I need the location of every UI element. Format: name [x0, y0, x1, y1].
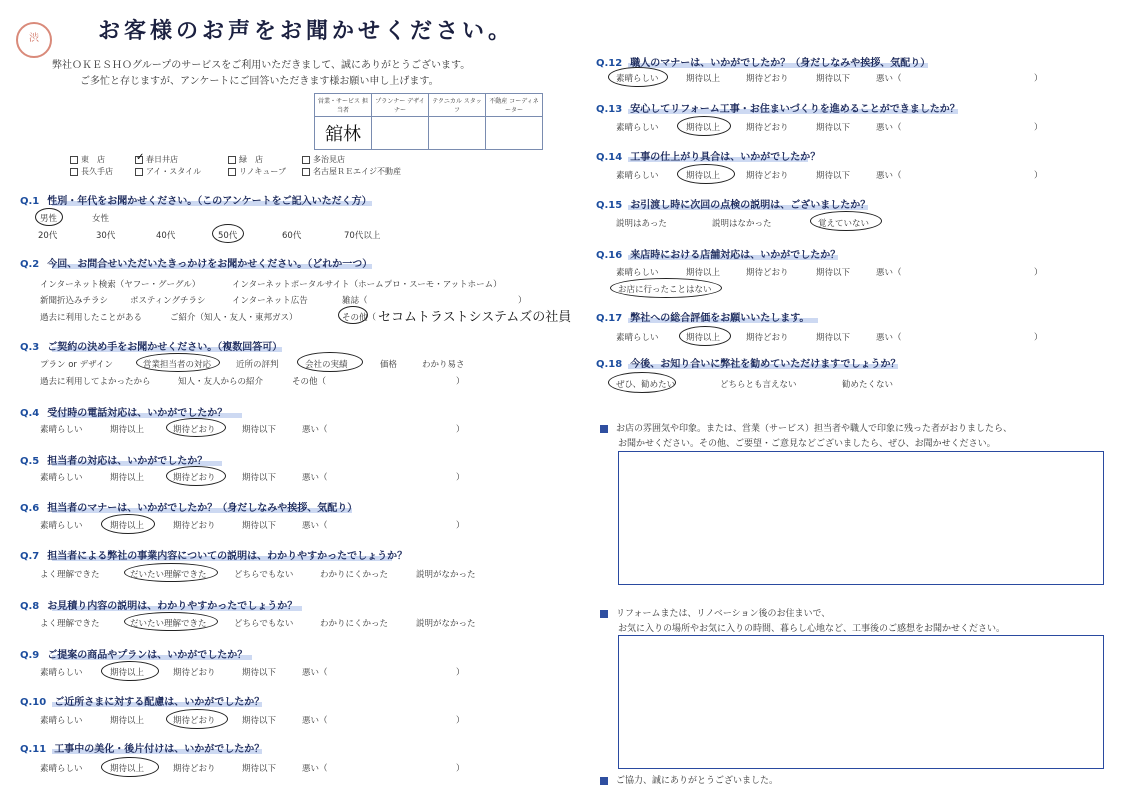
question-q9: Q.9 ご提案の商品やプランは、いかがでしたか？ — [20, 650, 248, 661]
paren-close: ） — [1034, 268, 1043, 278]
option-age[interactable]: 30代 — [96, 231, 116, 241]
rating-option[interactable]: 期待以上 — [686, 123, 721, 133]
question-q12: Q.12 職人のマナーは、いかがでしたか？（身だしなみや挨拶、気配り） — [596, 58, 931, 69]
rating-option[interactable]: 期待以下 — [242, 764, 277, 774]
answer-circle — [101, 661, 159, 681]
answer-circle — [297, 352, 363, 372]
rating-option[interactable]: 期待以下 — [242, 668, 277, 678]
rating-option[interactable]: 悪い（ — [302, 668, 328, 678]
option[interactable]: 新聞折込みチラシ — [40, 296, 109, 306]
comment-2-prompt-line-2: お気に入りの場所やお気に入りの時間、暮らし心地など、工事後のご感想をお聞かせください。 — [618, 624, 1006, 634]
option[interactable]: 説明はなかった — [712, 219, 772, 229]
checkbox-icon — [302, 168, 310, 176]
explain-option[interactable]: だいたい理解できた — [130, 619, 207, 629]
rating-option[interactable]: 素晴らしい — [40, 716, 83, 726]
rating-option[interactable]: 期待以上 — [110, 716, 145, 726]
rating-option[interactable]: 期待以下 — [242, 473, 277, 483]
checkbox-icon — [70, 168, 78, 176]
staff-technical-cell[interactable] — [429, 117, 486, 150]
option[interactable]: インターネットポータルサイト（ホームプロ・スーモ・アットホーム） — [232, 280, 502, 290]
rating-option[interactable]: 素晴らしい — [616, 171, 659, 181]
rating-option[interactable]: 期待以上 — [110, 521, 145, 531]
store-option[interactable]: 長久手店 — [70, 166, 113, 177]
answer-circle — [136, 353, 220, 372]
comment-2-textarea[interactable] — [618, 635, 1104, 769]
option[interactable]: 過去に利用してよかったから — [40, 377, 151, 387]
rating-option[interactable]: 素晴らしい — [40, 521, 83, 531]
option[interactable]: その他（ — [292, 377, 327, 387]
option-female[interactable]: 女性 — [92, 214, 110, 224]
option[interactable]: インターネット広告 — [232, 296, 308, 306]
option[interactable]: 説明はあった — [616, 219, 667, 229]
option[interactable]: 勧めたくない — [842, 380, 894, 390]
paren-close: ） — [456, 425, 465, 435]
rating-option[interactable]: 期待以下 — [242, 521, 277, 531]
option[interactable]: 知人・友人からの紹介 — [178, 377, 264, 387]
answer-circle — [677, 116, 731, 136]
store-option[interactable]: 多治見店 — [302, 154, 345, 165]
rating-option[interactable]: 素晴らしい — [616, 123, 659, 133]
staff-header-realestate: 不動産 コーディネーター — [486, 94, 543, 117]
rating-option[interactable]: 期待どおり — [173, 425, 216, 435]
question-q15: Q.15 お引渡し時に次回の点検の説明は、ございましたか？ — [596, 200, 871, 211]
paren-close: ） — [456, 668, 465, 678]
option[interactable]: 過去に利用したことがある — [40, 313, 143, 323]
option[interactable]: 営業担当者の対応 — [143, 360, 212, 370]
staff-table — [314, 93, 543, 150]
comment-2-prompt: リフォームまたは、リノベーション後のお住まいで、 — [600, 606, 830, 619]
option[interactable]: 覚えていない — [818, 219, 870, 229]
question-q8: Q.8 お見積り内容の説明は、わかりやすかったでしょうか？ — [20, 601, 298, 612]
paren-close: ） — [518, 296, 527, 306]
explain-option[interactable]: 説明がなかった — [416, 619, 476, 629]
explain-option[interactable]: よく理解できた — [40, 570, 100, 580]
explain-option[interactable]: 説明がなかった — [416, 570, 476, 580]
answer-circle — [677, 164, 735, 184]
store-option[interactable]: リノキューブ — [228, 166, 286, 177]
rating-option[interactable]: 悪い（ — [876, 333, 902, 343]
option[interactable]: 近所の評判 — [236, 360, 279, 370]
store-option[interactable]: 名古屋ＲＥエイジ不動産 — [302, 166, 401, 177]
staff-header-technical: テクニカル スタッフ — [429, 94, 486, 117]
question-q13: Q.13 安心してリフォーム工事・お住まいづくりを進めることができましたか？ — [596, 104, 960, 115]
option[interactable]: インターネット検索（ヤフー・グーグル） — [40, 280, 201, 290]
rating-option[interactable]: 悪い（ — [876, 74, 902, 84]
rating-option[interactable]: 期待どおり — [173, 716, 216, 726]
square-bullet-icon — [600, 610, 608, 618]
question-q14: Q.14 工事の仕上がり具合は、いかがでしたか？ — [596, 152, 821, 163]
option[interactable]: ぜひ、勧めたい — [616, 380, 676, 390]
question-q2: Q.2 今回、お問合せいただいたきっかけをお聞かせください。（どれか一つ） — [20, 259, 373, 270]
answer-circle — [608, 372, 676, 393]
rating-option[interactable]: 期待以下 — [816, 333, 851, 343]
rating-option[interactable]: 悪い（ — [876, 171, 902, 181]
rating-option[interactable]: 素晴らしい — [616, 333, 659, 343]
option-age[interactable]: 40代 — [156, 231, 176, 241]
page-title: お客様のお声をお聞かせください。 — [98, 19, 515, 44]
answer-circle — [35, 208, 63, 226]
answer-circle — [101, 514, 155, 534]
paren-close: ） — [456, 521, 465, 531]
checkbox-icon — [228, 156, 236, 164]
comment-1-textarea[interactable] — [618, 451, 1104, 585]
paren-close: ） — [456, 764, 465, 774]
question-q3: Q.3 ご契約の決め手をお聞かせください。（複数回答可） — [20, 342, 283, 353]
staff-header-planner: プランナー デザイナー — [372, 94, 429, 117]
rating-option[interactable]: 悪い（ — [302, 764, 328, 774]
rating-option[interactable]: 期待以上 — [110, 668, 145, 678]
question-q4: Q.4 受付時の電話対応は、いかがでしたか？ — [20, 408, 228, 419]
explain-option[interactable]: どちらでもない — [234, 570, 294, 580]
option-male[interactable]: 男性 — [40, 214, 58, 224]
rating-option[interactable]: 期待以上 — [686, 74, 721, 84]
handwritten-answer: セコムトラストシステムズの社員 — [378, 310, 572, 325]
paren-close: ） — [1034, 171, 1043, 181]
explain-option[interactable]: わかりにくかった — [320, 570, 389, 580]
rating-option[interactable]: 期待どおり — [746, 268, 789, 278]
option[interactable]: プラン or デザイン — [40, 360, 114, 370]
rating-option[interactable]: 悪い（ — [876, 268, 902, 278]
option-age[interactable]: 50代 — [218, 231, 238, 241]
square-bullet-icon — [600, 425, 608, 433]
staff-planner-cell[interactable] — [372, 117, 429, 150]
rating-option[interactable]: 悪い（ — [302, 473, 328, 483]
rating-option[interactable]: 素晴らしい — [616, 268, 659, 278]
option-age[interactable]: 70代以上 — [344, 231, 381, 241]
answer-circle — [679, 326, 731, 346]
question-q17: Q.17 弊社への総合評価をお願いいたします。 — [596, 313, 810, 324]
rating-option[interactable]: 期待以下 — [816, 74, 851, 84]
answer-circle — [166, 466, 226, 486]
option[interactable]: 雑誌（ — [342, 296, 368, 306]
answer-circle — [166, 418, 226, 437]
option[interactable]: わかり易さ — [422, 360, 465, 370]
store-option[interactable]: 緑 店 — [228, 154, 263, 165]
explain-option[interactable]: よく理解できた — [40, 619, 100, 629]
rating-option[interactable]: 期待どおり — [173, 764, 216, 774]
explain-option[interactable]: どちらでもない — [234, 619, 294, 629]
rating-option[interactable]: 悪い（ — [302, 716, 328, 726]
intro-line-2: ご多忙と存じますが、アンケートにご回答いただきます様お願い申し上げます。 — [80, 76, 439, 87]
question-q6: Q.6 担当者のマナーは、いかがでしたか？（身だしなみや挨拶、気配り） — [20, 503, 358, 514]
rating-option[interactable]: 期待以上 — [686, 333, 721, 343]
rating-option[interactable]: 期待以下 — [816, 268, 851, 278]
option-other[interactable]: その他（ — [342, 313, 377, 323]
rating-option[interactable]: 期待以上 — [686, 171, 721, 181]
intro-line-1: 弊社ＯＫＥＳＨＯグループのサービスをご利用いただきまして、誠にありがとうございます。 — [52, 60, 471, 71]
option-age[interactable]: 60代 — [282, 231, 302, 241]
checkbox-icon — [302, 156, 310, 164]
checkbox-icon — [228, 168, 236, 176]
question-q11: Q.11 工事中の美化・後片付けは、いかがでしたか？ — [20, 744, 265, 755]
option-age[interactable]: 20代 — [38, 231, 58, 241]
staff-sales-name[interactable]: 舘林 — [315, 117, 372, 150]
rating-option[interactable]: 悪い（ — [302, 425, 328, 435]
rating-option[interactable]: 期待どおり — [746, 333, 789, 343]
answer-circle — [101, 757, 159, 777]
rating-option[interactable]: 期待どおり — [746, 171, 789, 181]
rating-option[interactable]: 期待どおり — [746, 74, 789, 84]
rating-option[interactable]: 素晴らしい — [40, 425, 83, 435]
rating-option[interactable]: 素晴らしい — [40, 473, 83, 483]
explain-option[interactable]: だいたい理解できた — [130, 570, 207, 580]
answer-circle — [608, 67, 668, 87]
rating-option[interactable]: 期待以上 — [110, 764, 145, 774]
question-q5: Q.5 担当者の対応は、いかがでしたか？ — [20, 456, 208, 467]
checkbox-icon: ✓ — [136, 151, 145, 163]
answer-circle — [124, 612, 218, 631]
answer-circle — [166, 709, 228, 729]
rating-option[interactable]: 期待以下 — [242, 425, 277, 435]
answer-circle — [338, 306, 368, 324]
question-q18: Q.18 今後、お知り合いに弊社を勧めていただけますでしょうか？ — [596, 359, 901, 370]
paren-close: ） — [456, 716, 465, 726]
rating-option[interactable]: 期待以上 — [110, 473, 145, 483]
paren-close: ） — [1034, 123, 1043, 133]
rating-option[interactable]: 素晴らしい — [40, 668, 83, 678]
answer-circle — [810, 211, 882, 231]
rating-option[interactable]: 素晴らしい — [616, 74, 659, 84]
comment-1-prompt-line-2: お聞かせください。その他、ご要望・ご意見などございましたら、ぜひ、お聞かせください。 — [618, 439, 996, 449]
question-q16: Q.16 来店時における店舗対応は、いかがでしたか？ — [596, 250, 841, 261]
rating-option[interactable]: 期待以下 — [816, 123, 851, 133]
footer-thanks: ご協力、誠にありがとうございました。 — [600, 773, 778, 786]
option[interactable]: 価格 — [380, 360, 398, 370]
answer-circle — [610, 278, 722, 298]
comment-1-prompt: お店の雰囲気や印象。または、営業（サービス）担当者や職人で印象に残った者がおりましたら、 — [600, 421, 1012, 434]
question-q1: Q.1 性別・年代をお聞かせください。（このアンケートをご記入いただく方） — [20, 196, 372, 207]
rating-option[interactable]: 期待以下 — [242, 716, 277, 726]
rating-option[interactable]: 素晴らしい — [40, 764, 83, 774]
question-q7: Q.7 担当者による弊社の事業内容についての説明は、わかりやすかったでしょうか？ — [20, 551, 408, 562]
option-never-visited[interactable]: お店に行ったことはない — [618, 285, 712, 295]
rating-option[interactable]: 期待どおり — [173, 668, 216, 678]
rating-option[interactable]: 期待以下 — [816, 171, 851, 181]
paren-close: ） — [456, 473, 465, 483]
rating-option[interactable]: 悪い（ — [876, 123, 902, 133]
rating-option[interactable]: 期待以上 — [686, 268, 721, 278]
option[interactable]: ポスティングチラシ — [130, 296, 206, 306]
rating-option[interactable]: 期待どおり — [173, 473, 216, 483]
answer-circle — [212, 224, 244, 243]
rating-option[interactable]: 期待以上 — [110, 425, 145, 435]
paren-close: ） — [1034, 74, 1043, 84]
paren-close: ） — [1034, 333, 1043, 343]
store-option[interactable]: アイ・スタイル — [135, 166, 201, 177]
company-stamp: 渋 — [16, 22, 52, 58]
rating-option[interactable]: 期待どおり — [173, 521, 216, 531]
option[interactable]: どちらとも言えない — [720, 380, 797, 390]
option[interactable]: 会社の実績 — [305, 360, 348, 370]
staff-header-sales: 営業・サービス 担当者 — [315, 94, 372, 117]
paren-close: ） — [456, 377, 465, 387]
checkbox-icon — [135, 168, 143, 176]
explain-option[interactable]: わかりにくかった — [320, 619, 389, 629]
question-q10: Q.10 ご近所さまに対する配慮は、いかがでしたか？ — [20, 697, 265, 708]
rating-option[interactable]: 悪い（ — [302, 521, 328, 531]
option[interactable]: ご紹介（知人・友人・東邦ガス） — [170, 313, 298, 323]
store-option[interactable]: 東 店 — [70, 154, 105, 165]
store-option[interactable]: ✓ 春日井店 — [136, 151, 178, 164]
rating-option[interactable]: 期待どおり — [746, 123, 789, 133]
square-bullet-icon — [600, 777, 608, 785]
answer-circle — [124, 563, 218, 582]
staff-realestate-cell[interactable] — [486, 117, 543, 150]
checkbox-icon — [70, 156, 78, 164]
